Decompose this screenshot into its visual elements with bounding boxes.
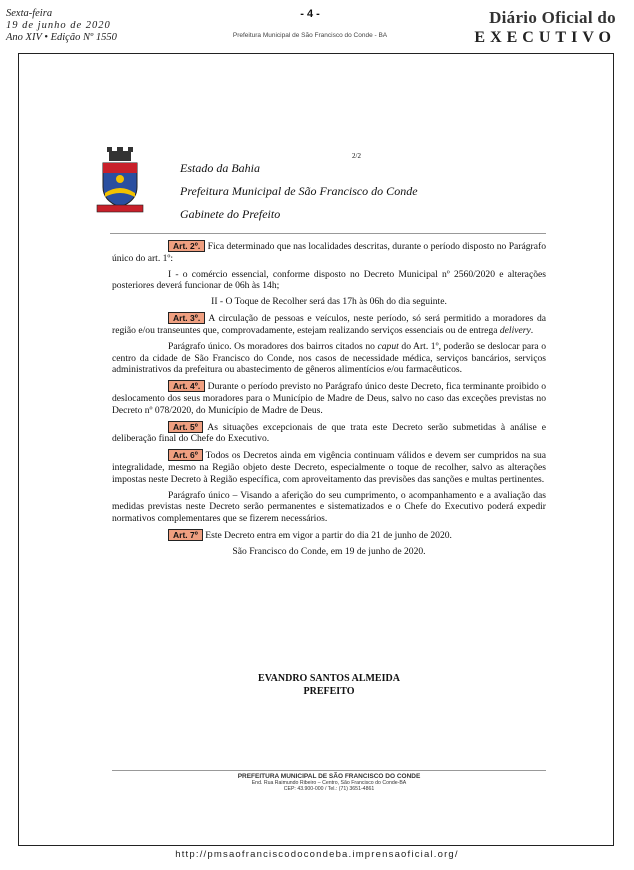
office-name: Gabinete do Prefeito (180, 207, 281, 221)
weekday: Sexta-feira (6, 8, 53, 19)
page-number: - 4 - (300, 8, 320, 20)
article-6-paragraph: Parágrafo único – Visando a aferição do seu cumprimento, o acompanhamento e a avaliação das medidas previstas neste Decreto serão permanentes e sistematizados e o Chefe do Executivo poderá expedir normativos complementares que se fizerem necessários. (112, 489, 546, 524)
government-line: Prefeitura Municipal de São Francisco do Conde - BA (232, 32, 388, 39)
journal-subtitle: EXECUTIVO (474, 29, 616, 46)
article-7 (112, 529, 546, 542)
footer-divider (112, 770, 546, 771)
article-6-text: Todos os Decretos ainda em vigência continuam válidos e devem ser cumpridos na sua integralidade, mesmo na Região objeto deste Decreto, especialmente o toque de recolher, salvo as alterações impostas neste Decreto à Região específica, com aproveitamento das previsões das sanções e multas pertinentes. (112, 450, 546, 485)
footer-institution: PREFEITURA MUNICIPAL DE SÃO FRANCISCO DO CONDE (237, 773, 421, 780)
prefecture-name: Prefeitura Municipal de São Francisco do Conde (180, 184, 418, 198)
footer-contact: CEP: 43.900-000 / Tel.: (71) 3651-4861 (283, 786, 375, 792)
site-url-link[interactable]: http://pmsaofranciscodocondeba.imprensaoficial.org/ (175, 849, 459, 860)
signature-block (112, 672, 546, 698)
article-2 (112, 240, 546, 264)
place-date: São Francisco do Conde, em 19 de junho de 2020. (232, 546, 426, 558)
municipal-crest-icon (95, 95, 145, 220)
footer (112, 773, 546, 792)
signer-title: PREFEITO (303, 686, 355, 697)
article-2-item-2: II - O Toque de Recolher será das 17h às 06h do dia seguinte. (211, 296, 447, 308)
article-5-label: Art. 5º (168, 421, 203, 433)
article-7-label: Art. 7º (168, 529, 203, 541)
article-7-text: Este Decreto entra em vigor a partir do dia 21 de junho de 2020. (205, 529, 452, 541)
article-3 (112, 312, 546, 336)
divider (110, 233, 546, 234)
edition-info (6, 8, 117, 44)
article-3-paragraph-text-end: do Art. 1º, poderão se deslocar para o centro da cidade de São Francisco do Conde, nos casos de necessidade médica, serviços bancários, serviços administrativos da prefeitura ou abastecimento de gêneros alimentícios e/ou farmacêuticos. (112, 341, 546, 376)
letterhead (180, 157, 418, 226)
article-3-paragraph-text: Parágrafo único. Os moradores dos bairros citados no (168, 341, 378, 353)
article-2-text: Fica determinado que nas localidades descritas, durante o período disposto no Parágrafo único do art. 1º: (112, 241, 546, 264)
article-3-text-end: . (530, 325, 534, 337)
article-3-paragraph (112, 341, 546, 376)
edition-date: 19 de junho de 2020 (6, 20, 111, 31)
article-3-paragraph-emphasis: caput (377, 341, 399, 353)
article-4-label: Art. 4º. (168, 380, 205, 392)
decree-body (112, 240, 546, 562)
article-5 (112, 421, 546, 445)
article-2-label: Art. 2º. (168, 240, 205, 252)
footer-address: End. Rua Raimundo Ribeiro – Centro, São Francisco do Conde-BA (251, 780, 407, 786)
article-2-item-1: I - o comércio essencial, conforme disposto no Decreto Municipal nº 2560/2020 e alterações posteriores deverá funcionar de 06h às 14h; (112, 268, 546, 292)
article-6 (112, 449, 546, 485)
header-center (180, 8, 440, 39)
article-3-label: Art. 3º. (168, 312, 205, 324)
article-4-text: Durante o período previsto no Parágrafo único deste Decreto, fica terminante proibido o deslocamento dos seus moradores para o Município de Madre de Deus, salvo no caso das exceções previstas no Decreto nº 078/2020, do Município de Madre de Deus. (112, 381, 546, 416)
article-3-emphasis: delivery (499, 325, 531, 337)
article-3-text: A circulação de pessoas e veículos, neste período, só será permitido a moradores da região e/ou transeuntes que, comprovadamente, estejam realizando serviços essenciais ou de entrega (112, 313, 546, 337)
article-6-label: Art. 6º (168, 449, 203, 461)
state-name: Estado da Bahia (180, 161, 260, 175)
edition-number: Ano XIV • Edição Nº 1550 (6, 32, 117, 43)
journal-title: Diário Oficial do (489, 8, 616, 27)
article-4 (112, 380, 546, 416)
page-reference: 2/2 (352, 152, 361, 160)
article-5-text: As situações excepcionais de que trata este Decreto serão submetidas à análise e deliberação final do Chefe do Executivo. (112, 421, 546, 445)
signer-name: EVANDRO SANTOS ALMEIDA (258, 673, 400, 684)
journal-masthead (474, 8, 616, 47)
